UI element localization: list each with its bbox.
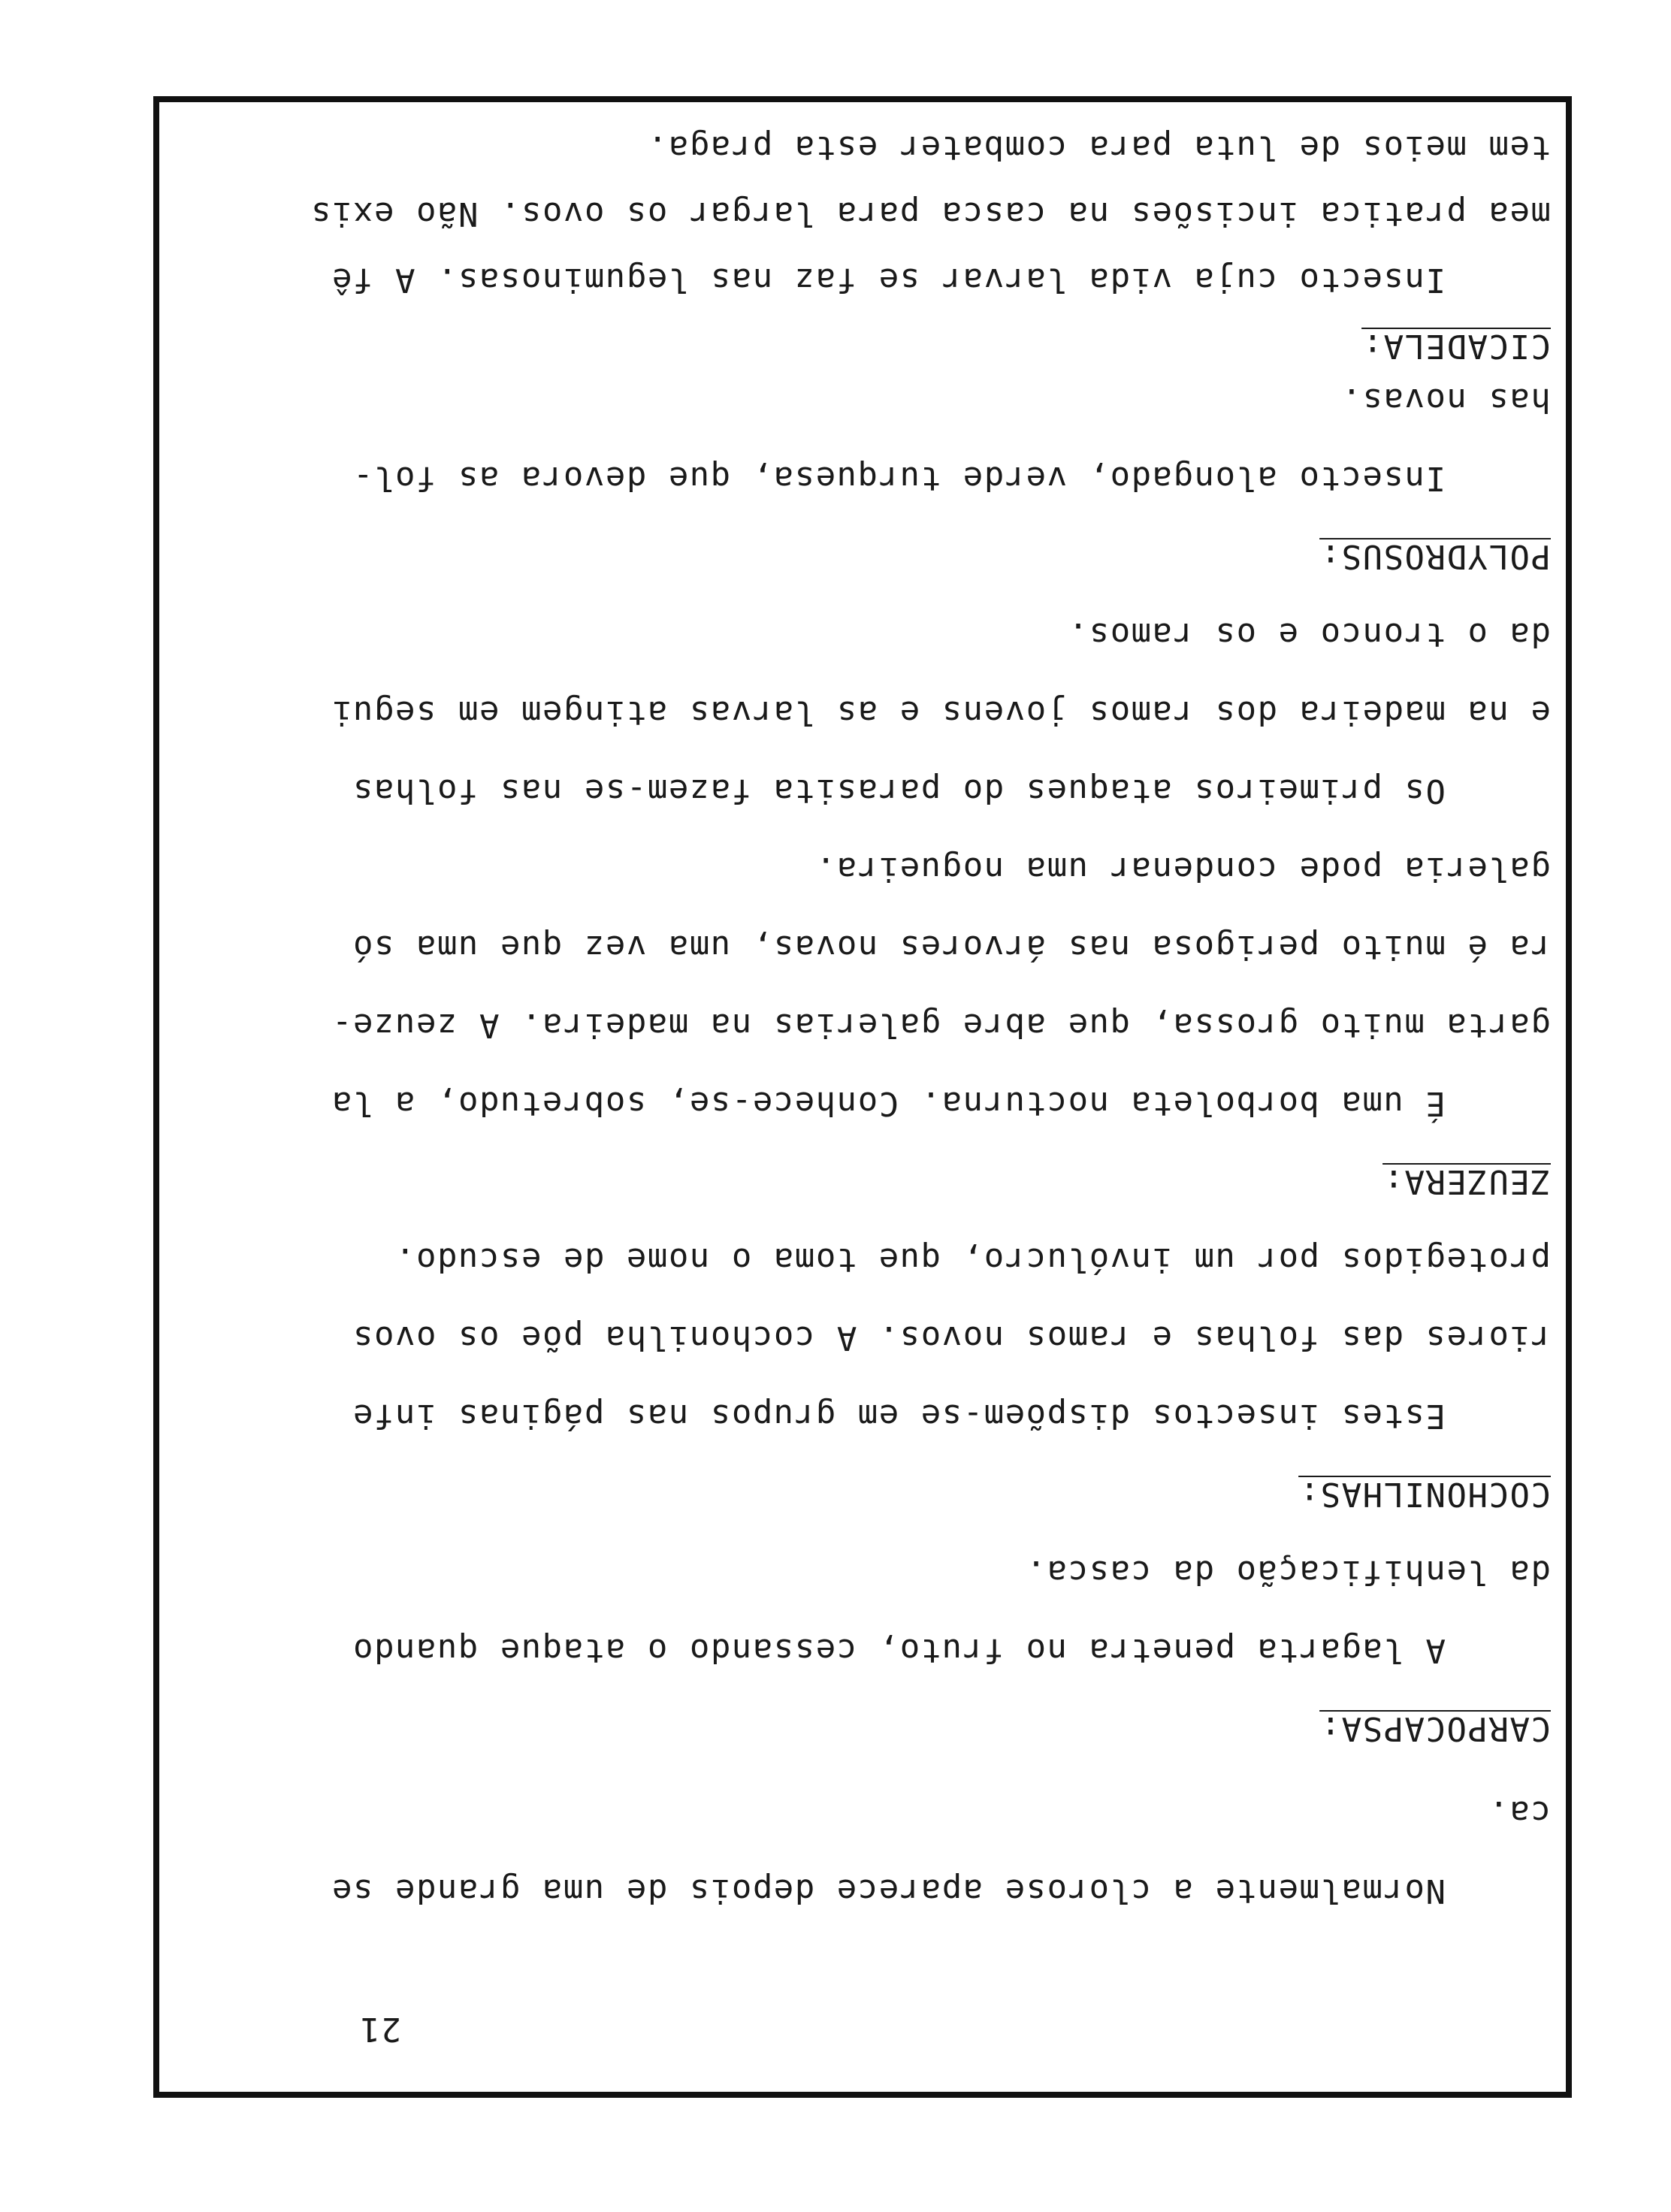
section-heading: ZEUZERA: [1382, 1162, 1551, 1201]
paragraph-line: Insecto cuja vida larvar se faz nas leguminosas. A fê [331, 261, 1446, 299]
paragraph-line: garta muito grossa, que abre galerias na madeira. A zeuze- [331, 1006, 1551, 1044]
section-heading: CICADELA: [1361, 327, 1551, 365]
paragraph-line: Insecto alongado, verde turquesa, que devora as fol- [352, 459, 1446, 497]
paragraph-line: Os primeiros ataques do parasita fazem-se nas folhas [352, 772, 1446, 810]
paragraph-line: e na madeira dos ramos jovens e as larvas atingem em segui [331, 694, 1551, 732]
paragraph-line: da lenhificação da casca. [1025, 1553, 1551, 1591]
paragraph-line: Estes insectos dispõem-se em grupos nas páginas infe [352, 1397, 1446, 1435]
paragraph-line: ca. [1488, 1793, 1551, 1832]
paragraph-line: Normalmente a clorose aparece depois de uma grande se [331, 1872, 1446, 1910]
paragraph-line: galeria pode condenar uma nogueira. [814, 850, 1551, 888]
paragraph-line: riores das folhas e ramos novos. A cochonilha põe os ovos [352, 1319, 1551, 1357]
paragraph-line: da o tronco e os ramos. [1067, 615, 1551, 654]
paragraph-line: protegidos por um invólucro, que toma o nome de escudo. [394, 1240, 1551, 1279]
page-number: 21 [359, 2010, 401, 2048]
section-heading: COCHONILHAS: [1298, 1475, 1551, 1513]
paragraph-line: É uma borboleta nocturna. Conhece-se, sobretudo, a la [331, 1084, 1446, 1123]
paragraph-line: mea pratica incisões na casca para largar os ovos. Não exis [310, 195, 1551, 233]
paragraph-line: has novas. [1340, 381, 1551, 419]
paragraph-line: tem meios de luta para combater esta praga. [646, 128, 1551, 167]
paragraph-line: ra é muito perigosa nas árvores novas, uma vez que uma só [352, 928, 1551, 966]
section-heading: POLYDROSUS: [1319, 537, 1551, 576]
section-heading: CARPOCAPSA: [1319, 1709, 1551, 1748]
paragraph-line: A lagarta penetra no fruto, cessando o ataque quando [352, 1631, 1446, 1670]
